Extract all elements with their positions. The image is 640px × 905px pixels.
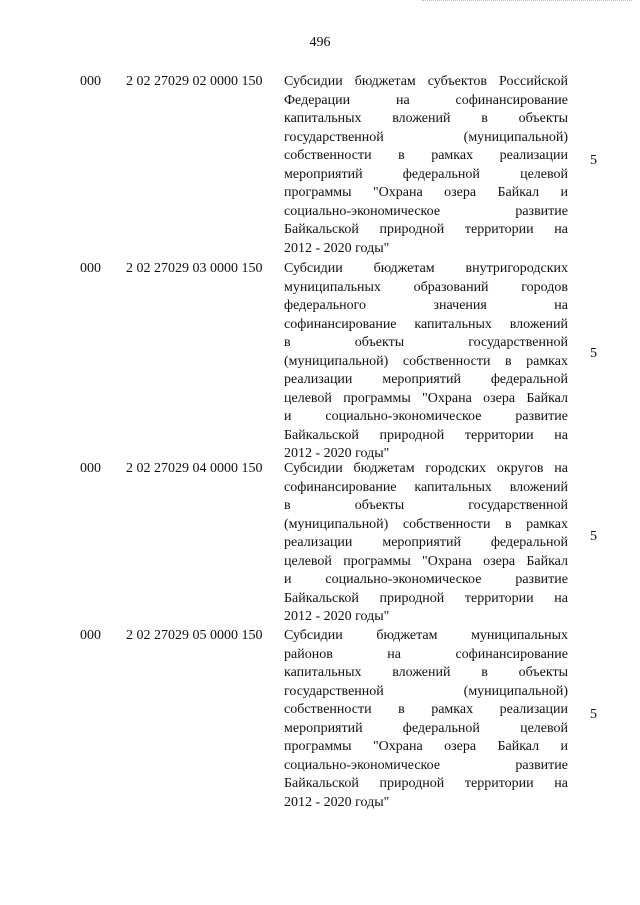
description-line: федерального значения на xyxy=(284,298,568,313)
description xyxy=(284,73,568,258)
description-line: социально-экономическое развитие xyxy=(284,203,568,219)
scan-artifact xyxy=(422,0,632,3)
description-line: (муниципальной) собственности в рамках xyxy=(284,516,568,532)
description-line: собственности в рамках реализации xyxy=(284,148,568,163)
description xyxy=(284,460,568,627)
description-line: целевой программы "Охрана озера Байкал xyxy=(284,390,568,406)
description-line: софинансирование капитальных вложений xyxy=(284,316,568,332)
description-line: реализации мероприятий федеральной xyxy=(284,372,568,387)
description-line: капитальных вложений в объекты xyxy=(284,665,568,680)
description-line: Байкальской природной территории на xyxy=(284,222,568,237)
description-line: программы "Охрана озера Байкал и xyxy=(284,185,568,200)
description-line: Субсидии бюджетам субъектов Российской xyxy=(284,74,568,89)
description-line: реализации мероприятий федеральной xyxy=(284,535,568,550)
description-line: 2012 - 2020 годы" xyxy=(284,446,390,461)
admin-code: 000 xyxy=(80,261,101,276)
amount: 5 xyxy=(590,707,597,722)
description-line: капитальных вложений в объекты xyxy=(284,111,568,126)
description-line: Субсидии бюджетам городских округов на xyxy=(284,461,568,476)
kbk-code: 2 02 27029 04 0000 150 xyxy=(126,461,263,476)
admin-code: 000 xyxy=(80,461,101,476)
description-line: программы "Охрана озера Байкал и xyxy=(284,739,568,754)
description-line: софинансирование капитальных вложений xyxy=(284,479,568,495)
description-line: собственности в рамках реализации xyxy=(284,702,568,717)
description-line: целевой программы "Охрана озера Байкал xyxy=(284,553,568,569)
description-line: государственной (муниципальной) xyxy=(284,129,568,145)
description-line: (муниципальной) собственности в рамках xyxy=(284,353,568,369)
kbk-code: 2 02 27029 05 0000 150 xyxy=(126,628,263,643)
page-number: 496 xyxy=(309,35,331,50)
description-line: мероприятий федеральной целевой xyxy=(284,720,568,736)
description-line: и социально-экономическое развитие xyxy=(284,572,568,587)
description-line: Байкальской природной территории на xyxy=(284,590,568,606)
description-line: 2012 - 2020 годы" xyxy=(284,240,390,256)
description-line: Федерации на софинансирование xyxy=(284,92,568,108)
description-line: Байкальской природной территории на xyxy=(284,427,568,443)
description xyxy=(284,627,568,812)
description xyxy=(284,260,568,464)
admin-code: 000 xyxy=(80,628,101,643)
description-line: Субсидии бюджетам муниципальных xyxy=(284,628,568,643)
amount: 5 xyxy=(590,153,597,168)
description-line: мероприятий федеральной целевой xyxy=(284,166,568,182)
amount: 5 xyxy=(590,346,597,361)
description-line: Байкальской природной территории на xyxy=(284,776,568,791)
description-line: социально-экономическое развитие xyxy=(284,757,568,773)
description-line: государственной (муниципальной) xyxy=(284,683,568,699)
description-line: 2012 - 2020 годы" xyxy=(284,609,390,624)
description-line: в объекты государственной xyxy=(284,335,568,350)
description-line: муниципальных образований городов xyxy=(284,279,568,295)
kbk-code: 2 02 27029 03 0000 150 xyxy=(126,261,263,276)
kbk-code: 2 02 27029 02 0000 150 xyxy=(126,74,263,89)
description-line: в объекты государственной xyxy=(284,498,568,513)
description-line: Субсидии бюджетам внутригородских xyxy=(284,261,568,276)
description-line: и социально-экономическое развитие xyxy=(284,409,568,424)
description-line: 2012 - 2020 годы" xyxy=(284,794,390,810)
amount: 5 xyxy=(590,529,597,544)
description-line: районов на софинансирование xyxy=(284,646,568,662)
admin-code: 000 xyxy=(80,74,101,89)
